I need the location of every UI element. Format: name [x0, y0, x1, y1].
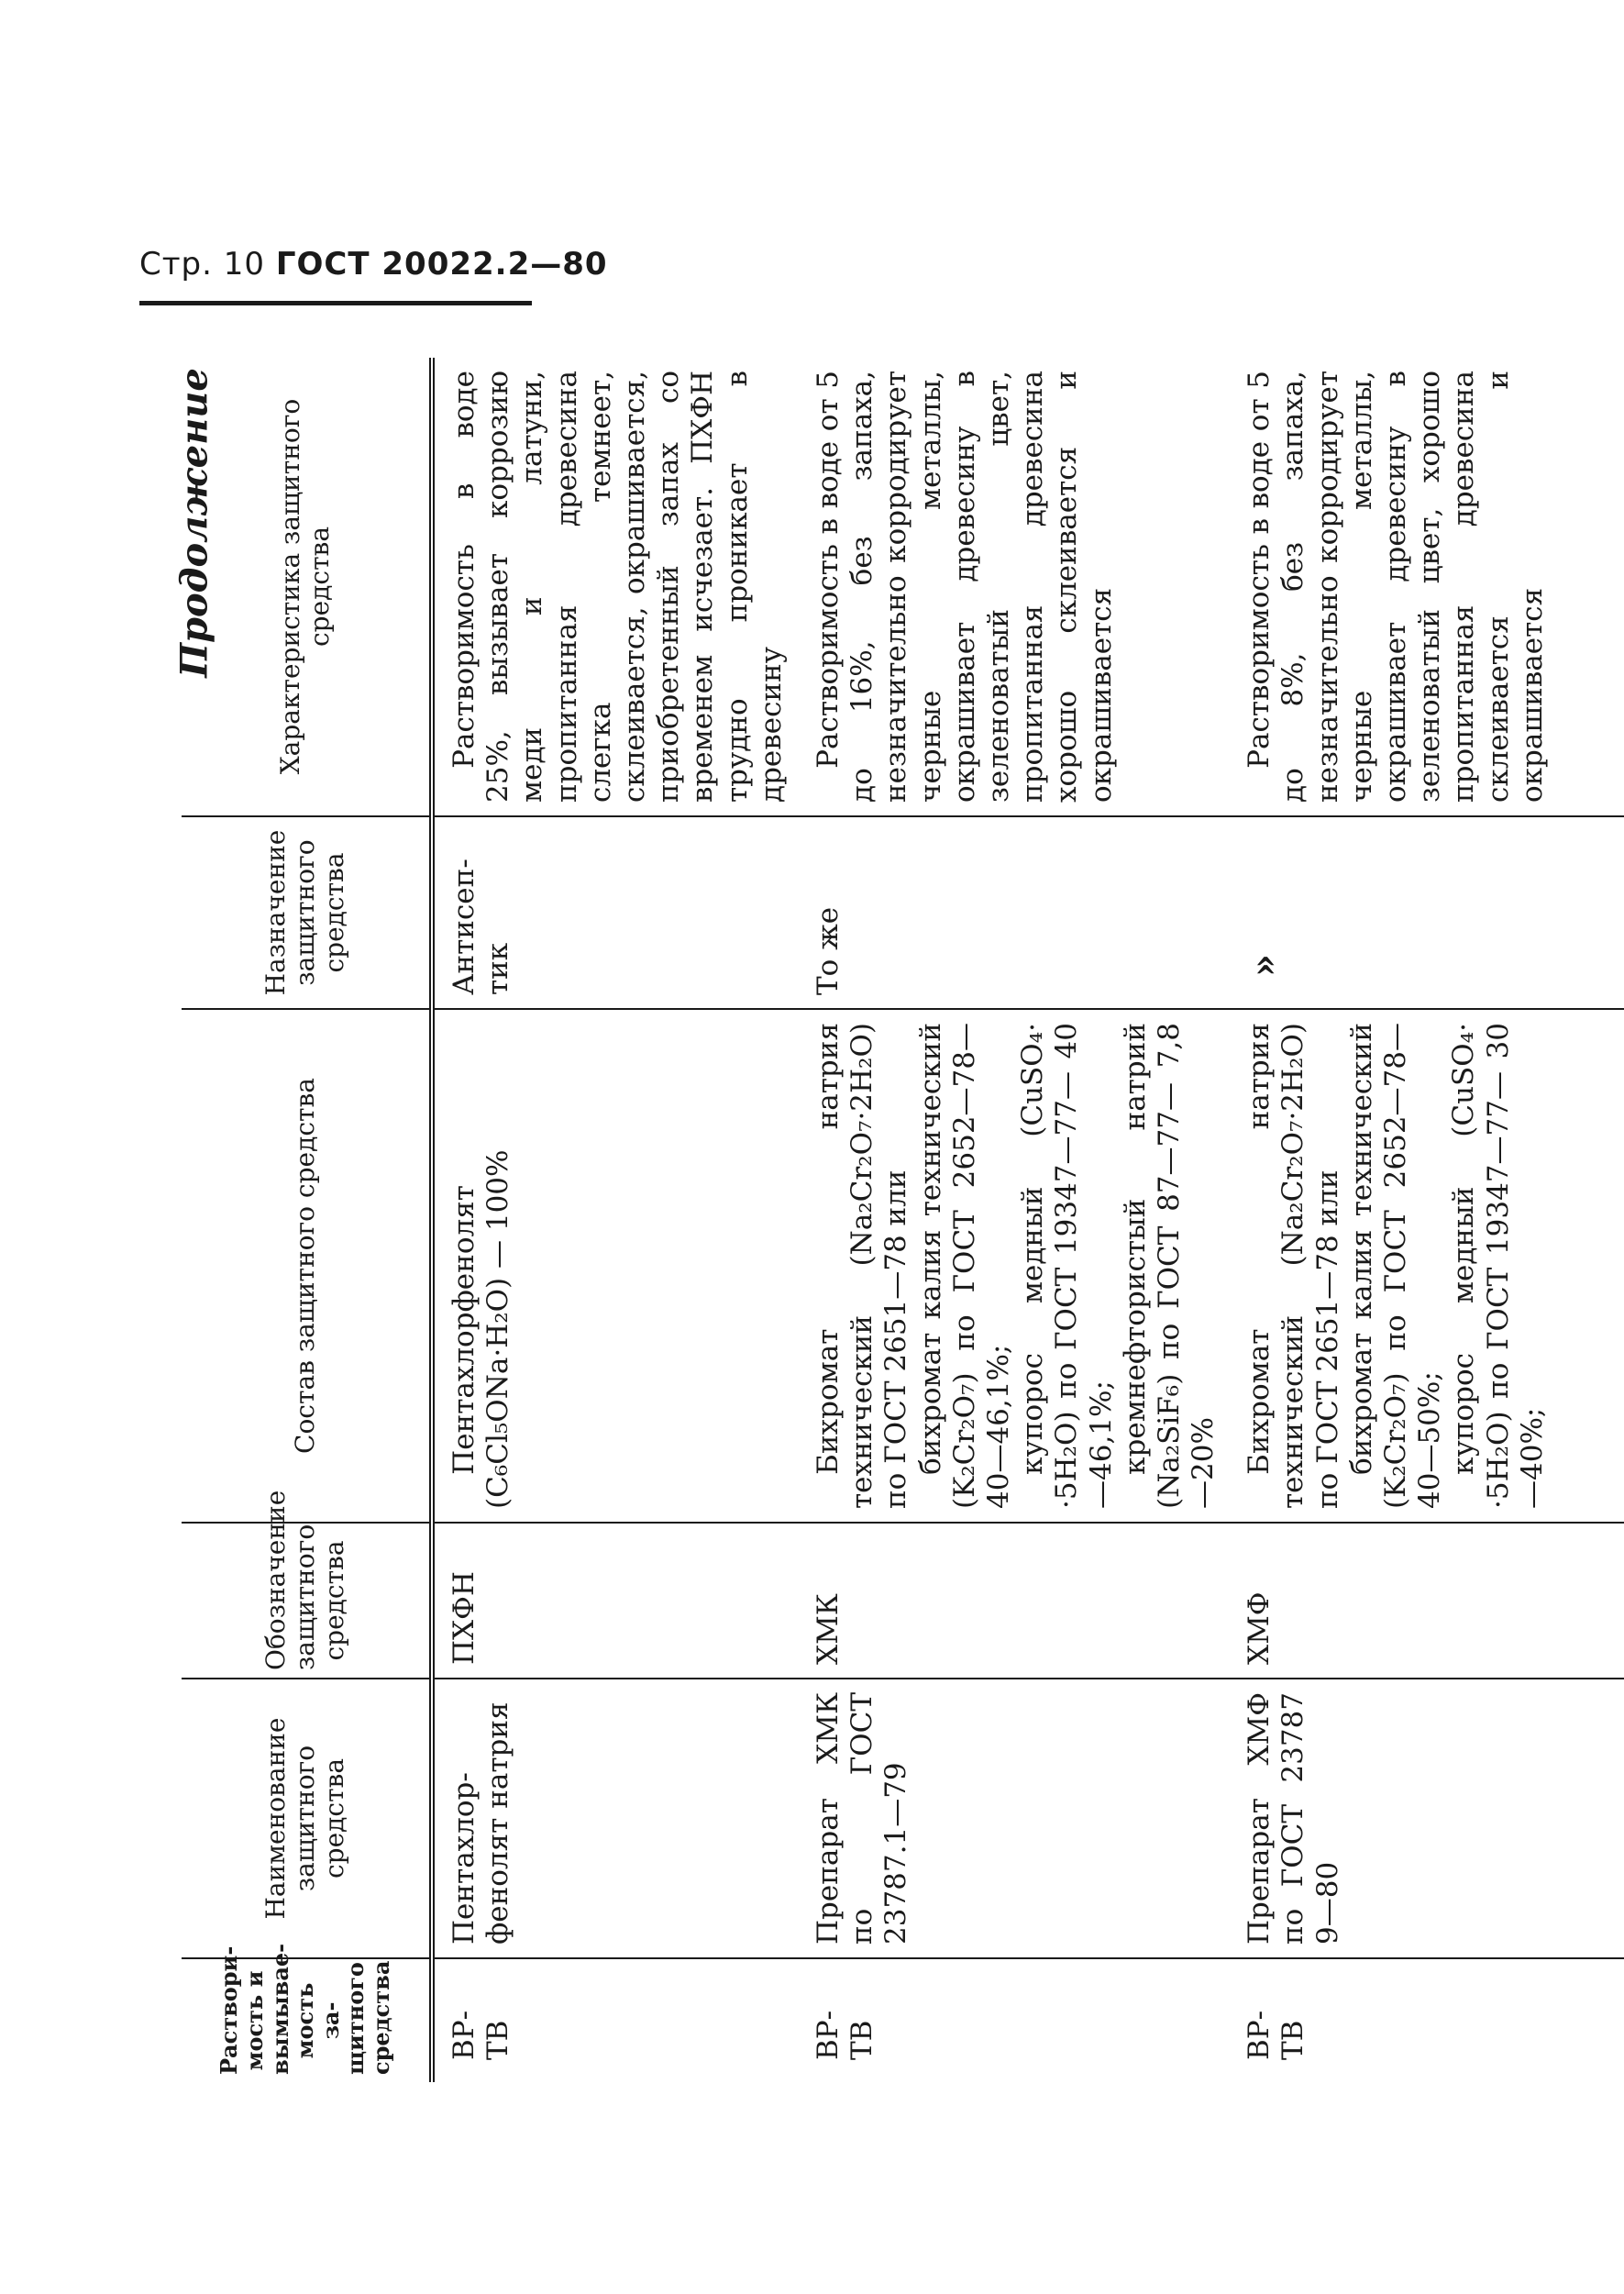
header-rule: [139, 301, 532, 305]
header-solubility: Раствори-мость и вымывае-мость за-щитного средства: [182, 1958, 432, 2082]
cell-purpose: То же: [799, 816, 1230, 1009]
cell-name: Препарат ХМФ по ГОСТ 23787 9—80: [1230, 1679, 1624, 1958]
cell-purpose: Антисеп-тик: [432, 816, 799, 1009]
cell-purpose: [1230, 816, 1624, 1009]
composition-line: купорос медный (CuSO₄· ·5H₂O) по ГОСТ 19347—77— 40—46,1%;: [1016, 1023, 1118, 1509]
preservatives-table: [182, 358, 1624, 2082]
composition-line: Бихромат натрия технический (Na₂Cr₂O₇·2H₂O) по ГОСТ 2651—78 или: [1243, 1023, 1344, 1509]
header-name: Наименование защитного средства: [182, 1679, 432, 1958]
composition-line: бихромат калия технический (K₂Cr₂O₇) по ГОСТ 2652—78— 40—46,1%;: [913, 1023, 1015, 1509]
cell-composition: [1230, 1009, 1624, 1523]
cell-solubility: ВР-ТВ: [812, 2010, 879, 2060]
header-composition: Состав защитного средства: [182, 1009, 432, 1523]
cell-designation: ХМК: [799, 1523, 1230, 1679]
table-header-row: [182, 358, 432, 2082]
rotated-table: [182, 358, 1549, 2082]
characteristic-text: Растворимость в воде от 5 до 8%, без запаха, незначительно корродирует черные металлы, окрашивает древесину в зеленоватый цвет, хорошо пропитанная древесина склеивается и окрашивается: [1243, 371, 1549, 803]
cell-name: Пентахлор-фенолят натрия: [432, 1679, 799, 1958]
ditto-mark: »: [1243, 954, 1287, 977]
header-purpose: Назначение защитного средства: [182, 816, 432, 1009]
cell-solubility: ВР-ТВ: [1243, 2010, 1310, 2060]
table-row: [432, 358, 799, 2082]
composition-line: Пентахлорфенолят (C₆Cl₅ONa·H₂O) — 100%: [447, 1149, 515, 1509]
continuation-label: Продолжение: [172, 368, 216, 678]
composition-line: бихромат калия технический (K₂Cr₂O₇) по ГОСТ 2652—78— 40—50%;: [1344, 1023, 1447, 1509]
cell-designation: ХМФ: [1230, 1523, 1624, 1679]
composition-line: Бихромат натрия технический (Na₂Cr₂O₇·2H₂O) по ГОСТ 2651—78 или: [812, 1023, 913, 1509]
standard-number: ГОСТ 20022.2—80: [275, 246, 608, 283]
header-characteristic: Характеристика защитного средства: [182, 358, 432, 816]
cell-characteristic: [799, 358, 1230, 816]
characteristic-text: Растворимость в воде 25%, вызывает коррозию меди и латуни, пропитанная древесина слегка темнеет, склеивается, окрашивается, приобретенный запах со временем исчезает. ПХФН трудно проникает в древесину: [447, 371, 788, 803]
cell-characteristic: [1230, 358, 1624, 816]
cell-name: Препарат ХМК по ГОСТ 23787.1—79: [799, 1679, 1230, 1958]
page-header: [139, 246, 608, 283]
composition-line: кремнефтористый натрий (Na₂SiF₆) по ГОСТ 87—77— 7,8—20%: [1118, 1023, 1221, 1509]
cell-composition: [432, 1009, 799, 1523]
cell-designation: ПХФН: [432, 1523, 799, 1679]
cell-characteristic: [432, 358, 799, 816]
composition-line: купорос медный (CuSO₄· ·5H₂O) по ГОСТ 19347—77— 30—40%;: [1447, 1023, 1549, 1509]
cell-solubility: ВР-ТВ: [447, 2010, 515, 2060]
page-number: Стр. 10: [139, 246, 266, 283]
characteristic-text: Растворимость в воде от 5 до 16%, без запаха, незначительно корродирует черные металлы, окрашивает древесину в зеленоватый цвет, пропитанная древесина хорошо склеивается и окрашивается: [812, 371, 1118, 803]
table-row: [1230, 358, 1624, 2082]
cell-composition: [799, 1009, 1230, 1523]
header-designation: Обозначение защитного средства: [182, 1523, 432, 1679]
table-row: [799, 358, 1230, 2082]
